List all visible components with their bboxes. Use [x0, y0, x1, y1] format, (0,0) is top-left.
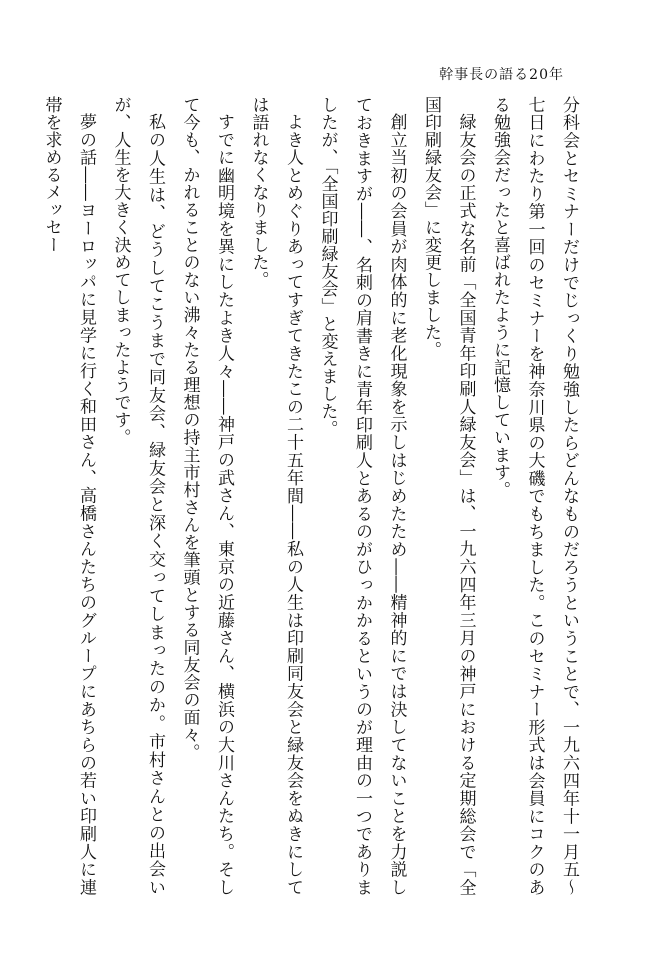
paragraph-twenty-five-years: よき人とめぐりあってすぎてきたこの二十五年間――私の人生は印刷同友会と緑友会をぬきにしては語れなくなりました。	[248, 96, 303, 896]
paragraph-departed-friends: すでに幽明境を異にしたよき人々――神戸の武さん、東京の近藤さん、横浜の大川さんたち。そして今も、かれることのない沸々たる理想の持主市村さんを筆頭とする同友会の面々。	[179, 96, 234, 896]
paragraph-reason: 創立当初の会員が肉体的に老化現象を示しはじめたため――精神的にでは決してないことを力説しておきますが――、名刺の肩書きに青年印刷人とあるのがひっかかるというのが理由の一つでありましたが、「全国印刷緑友会」と変えました。	[317, 96, 407, 897]
paragraph-dream: 夢の話――ヨーロッパに見学に行く和田さん、高橋さんたちのグループにあちらの若い印刷人に連帯を求めるメッセー	[41, 96, 96, 896]
paragraph-seminar: 分科会とセミナーだけでじっくり勉強したらどんなものだろうということで、一九六四年十一月五〜七日にわたり第一回のセミナーを神奈川県の大磯でもちました。このセミナー形式は会員にコクのある勉強会だったと喜ばれたように記憶しています。	[490, 96, 579, 897]
paragraph-my-life: 私の人生は、どうしてこうまで同友会、緑友会と深く交ってしまったのか。市村さんとの出会いが、人生を大きく決めてしまったようです。	[110, 96, 165, 897]
paragraph-name-change: 緑友会の正式な名前「全国青年印刷人緑友会」は、一九六四年三月の神戸における定期総会で「全国印刷緑友会」に変更しました。	[421, 96, 476, 896]
body-text	[41, 96, 586, 897]
running-header: 幹事長の語る20年	[439, 67, 564, 83]
